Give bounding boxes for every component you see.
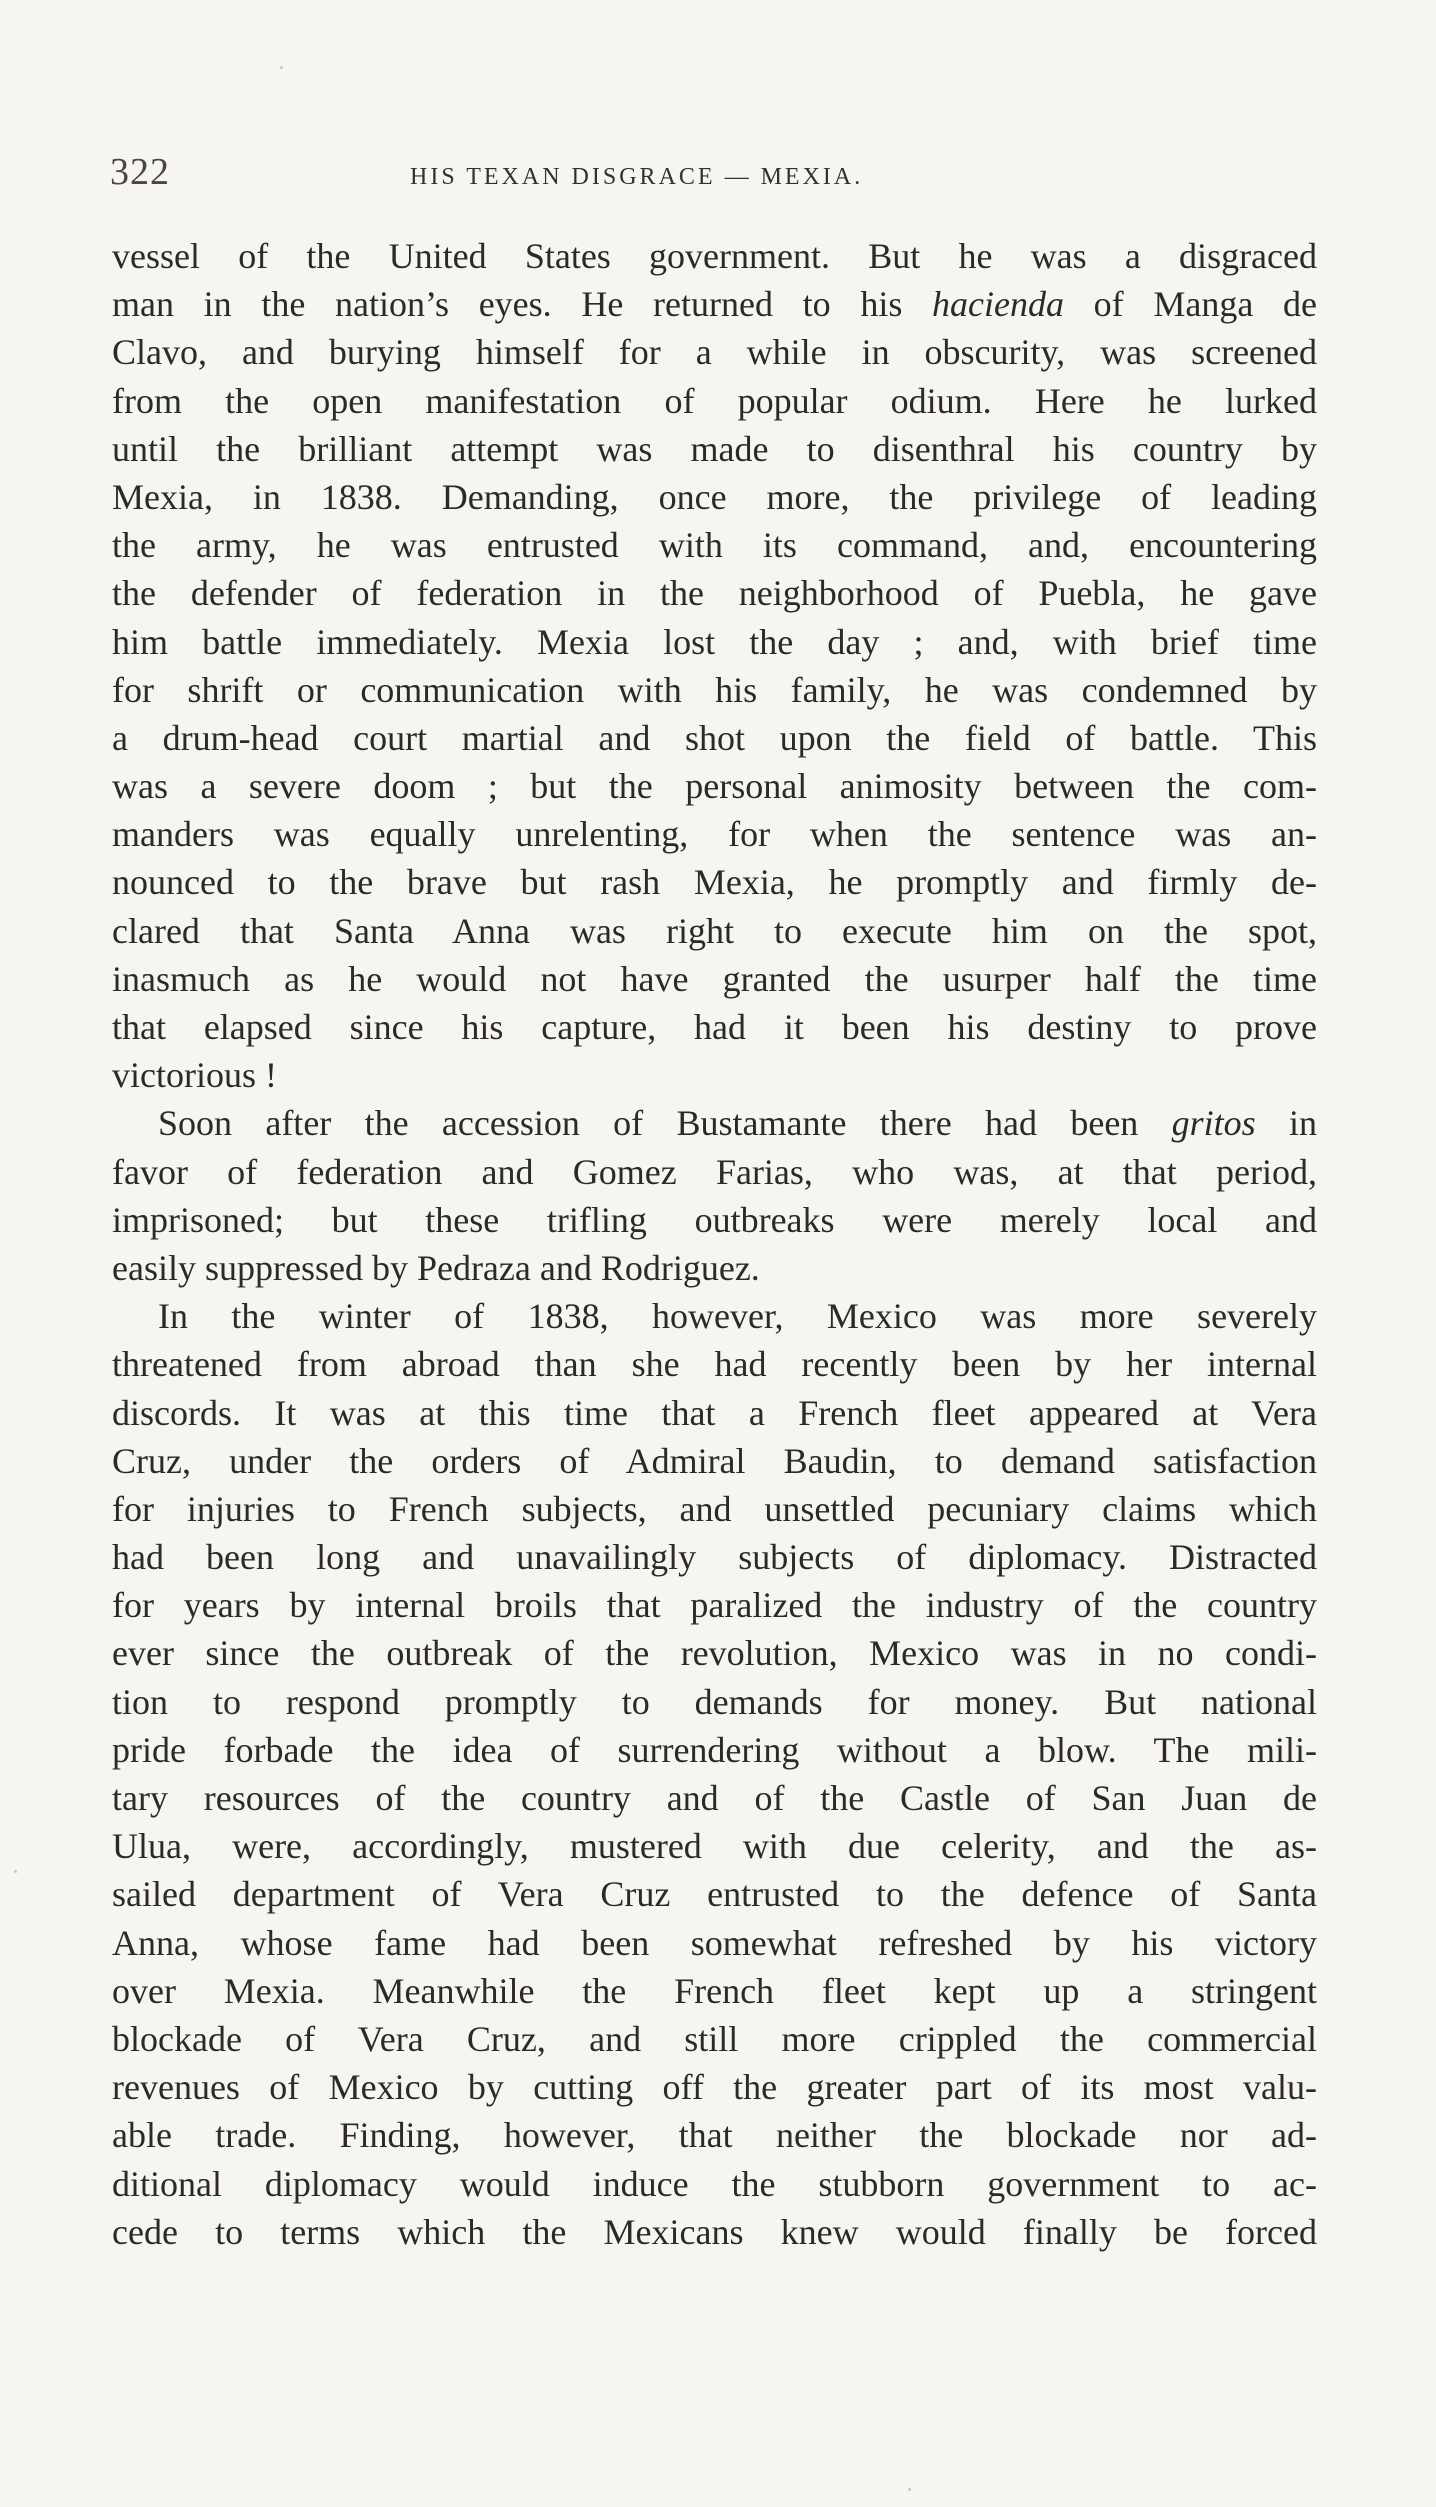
text-line: the defender of federation in the neighborhood of Puebla, he gave xyxy=(112,573,1317,614)
text-line: was a severe doom ; but the personal animosity between the com- xyxy=(112,766,1317,807)
text-line: him battle immediately. Mexia lost the day ; and, with brief time xyxy=(112,621,1317,662)
text-line: pride forbade the idea of surrendering without a blow. The mili- xyxy=(112,1729,1317,1770)
text-line: for injuries to French subjects, and unsettled pecuniary claims which xyxy=(112,1488,1317,1529)
text-line: victorious ! xyxy=(112,1055,277,1096)
text-line: Clavo, and burying himself for a while in obscurity, was screened xyxy=(112,332,1317,373)
paper-speck xyxy=(280,66,283,69)
text-line: easily suppressed by Pedraza and Rodriguez. xyxy=(112,1247,760,1288)
text-line: the army, he was entrusted with its command, and, encountering xyxy=(112,525,1317,566)
text-line: threatened from abroad than she had recently been by her internal xyxy=(112,1344,1317,1385)
text-line: discords. It was at this time that a French fleet appeared at Vera xyxy=(112,1392,1317,1433)
text-line: revenues of Mexico by cutting off the greater part of its most valu- xyxy=(112,2067,1317,2108)
paper-speck xyxy=(14,1870,17,1873)
text-line: over Mexia. Meanwhile the French fleet kept up a stringent xyxy=(112,1970,1317,2011)
text-line: In the winter of 1838, however, Mexico was more severely xyxy=(158,1296,1317,1337)
text-line: vessel of the United States government. But he was a disgraced xyxy=(112,236,1317,276)
text-line: able trade. Finding, however, that neither the blockade nor ad- xyxy=(112,2115,1317,2156)
text-line: man in the nation’s eyes. He returned to his hacienda of Manga de xyxy=(112,284,1317,325)
text-line: Soon after the accession of Bustamante there had been gritos in xyxy=(158,1103,1317,1144)
text-line: favor of federation and Gomez Farias, who was, at that period, xyxy=(112,1151,1317,1192)
page-number: 322 xyxy=(110,151,170,193)
running-head: HIS TEXAN DISGRACE — MEXIA. xyxy=(410,164,864,190)
text-line: tary resources of the country and of the Castle of San Juan de xyxy=(112,1778,1317,1818)
text-line: manders was equally unrelenting, for when the sentence was an- xyxy=(112,814,1317,855)
text-line: ever since the outbreak of the revolution, Mexico was in no condi- xyxy=(112,1633,1317,1674)
text-line: that elapsed since his capture, had it been his destiny to prove xyxy=(112,1007,1317,1047)
text-line: for years by internal broils that paralized the industry of the country xyxy=(112,1585,1317,1626)
paper-speck xyxy=(908,2488,911,2491)
text-line: a drum-head court martial and shot upon the field of battle. This xyxy=(112,717,1317,758)
text-line: nounced to the brave but rash Mexia, he promptly and firmly de- xyxy=(112,862,1317,903)
text-line: until the brilliant attempt was made to disenthral his country by xyxy=(112,428,1317,469)
text-line: tion to respond promptly to demands for money. But national xyxy=(112,1681,1317,1722)
text-line: blockade of Vera Cruz, and still more crippled the commercial xyxy=(112,2018,1317,2059)
text-line: cede to terms which the Mexicans knew would finally be forced xyxy=(112,2211,1317,2252)
page-header xyxy=(110,150,1320,200)
text-line: Mexia, in 1838. Demanding, once more, the privilege of leading xyxy=(112,476,1317,517)
text-line: imprisoned; but these trifling outbreaks were merely local and xyxy=(112,1199,1317,1240)
text-line: sailed department of Vera Cruz entrusted to the defence of Santa xyxy=(112,1874,1317,1915)
text-line: for shrift or communication with his family, he was condemned by xyxy=(112,669,1317,710)
text-line: clared that Santa Anna was right to execute him on the spot, xyxy=(112,910,1317,951)
text-line: had been long and unavailingly subjects of diplomacy. Distracted xyxy=(112,1537,1317,1578)
body-text xyxy=(112,232,1317,2256)
text-line: Cruz, under the orders of Admiral Baudin, to demand satisfaction xyxy=(112,1440,1317,1481)
text-line: Ulua, were, accordingly, mustered with due celerity, and the as- xyxy=(112,1826,1317,1867)
text-line: from the open manifestation of popular odium. Here he lurked xyxy=(112,380,1317,421)
text-line: inasmuch as he would not have granted the usurper half the time xyxy=(112,958,1317,999)
text-line: Anna, whose fame had been somewhat refreshed by his victory xyxy=(112,1922,1317,1963)
text-line: ditional diplomacy would induce the stubborn government to ac- xyxy=(112,2163,1317,2204)
